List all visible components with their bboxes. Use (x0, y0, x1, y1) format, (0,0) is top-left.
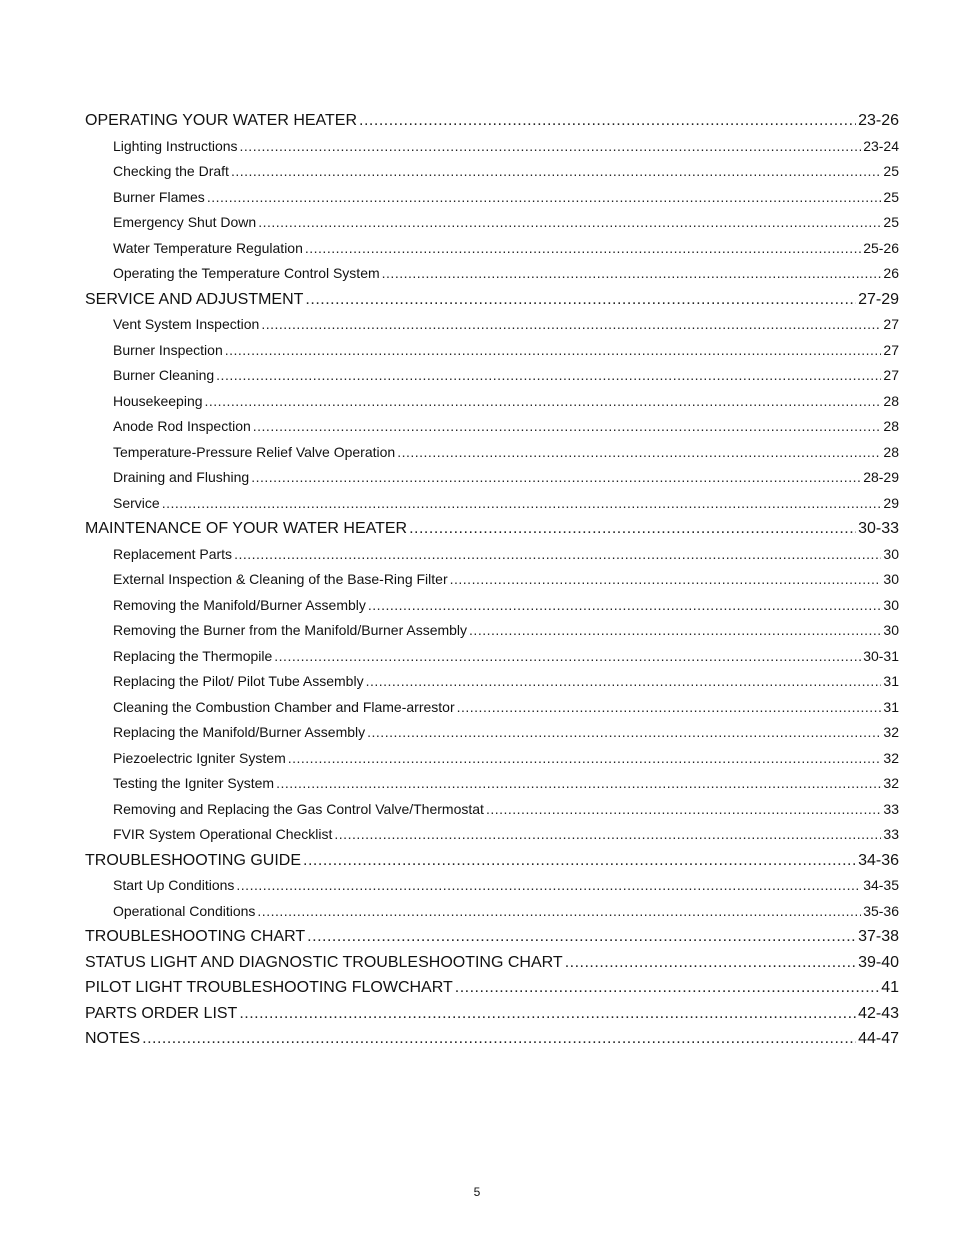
toc-subsection-entry (85, 312, 899, 338)
toc-entry-page: 39-40 (858, 953, 899, 971)
toc-entry-page: 23-24 (863, 137, 899, 154)
toc-entry-title: PARTS ORDER LIST (85, 1004, 238, 1022)
toc-entry-title: Operational Conditions (113, 902, 256, 919)
toc-entry-page: 30 (883, 545, 899, 562)
toc-entry-title: Start Up Conditions (113, 877, 235, 893)
toc-subsection-entry (85, 491, 899, 517)
toc-entry-title: Replacing the Manifold/Burner Assembly (113, 724, 366, 740)
toc-entry-page: 30 (883, 622, 899, 638)
toc-entry-page: 25-26 (863, 239, 899, 256)
toc-entry-title: External Inspection & Cleaning of the Base-Ring Filter (113, 571, 448, 587)
toc-entry-title: MAINTENANCE OF YOUR WATER HEATER (85, 520, 408, 537)
toc-dot-leader (142, 1026, 856, 1052)
toc-subsection-entry (85, 746, 899, 772)
toc-entry-page: 23-26 (858, 112, 899, 129)
toc-section-entry (85, 516, 899, 542)
toc-entry-title: Temperature-Pressure Relief Valve Operation (113, 443, 396, 460)
toc-subsection-entry (85, 338, 899, 364)
toc-entry-page: 30-33 (858, 520, 899, 537)
toc-subsection-entry (85, 210, 899, 236)
toc-entry-page: 29 (883, 494, 899, 511)
toc-entry-title: NOTES (85, 1030, 141, 1047)
toc-subsection-entry (85, 644, 899, 670)
toc-section-entry (85, 108, 899, 134)
toc-dot-leader (207, 185, 882, 211)
toc-entry-title: Housekeeping (113, 392, 203, 409)
toc-entry-page: 28 (883, 443, 899, 460)
toc-subsection-entry (85, 414, 899, 440)
toc-dot-leader (334, 822, 881, 848)
toc-entry-page: 30 (883, 571, 899, 587)
toc-dot-leader (231, 159, 881, 185)
toc-dot-leader (234, 542, 881, 568)
toc-dot-leader (216, 363, 881, 389)
toc-dot-leader (486, 797, 881, 823)
toc-dot-leader (382, 261, 882, 287)
toc-entry-title: STATUS LIGHT AND DIAGNOSTIC TROUBLESHOOTING CHART (85, 953, 563, 971)
toc-subsection-entry (85, 618, 899, 644)
toc-entry-page: 27 (883, 367, 899, 383)
toc-subsection-entry (85, 720, 899, 746)
toc-entry-title: TROUBLESHOOTING CHART (85, 928, 306, 945)
toc-entry-title: Burner Flames (113, 188, 205, 205)
toc-entry-title: SERVICE AND ADJUSTMENT (85, 290, 304, 308)
toc-entry-page: 30-31 (863, 647, 899, 664)
toc-dot-leader (258, 210, 881, 236)
toc-section-entry (85, 287, 899, 313)
toc-dot-leader (397, 440, 881, 466)
toc-dot-leader (205, 389, 882, 415)
toc-section-entry (85, 1001, 899, 1027)
toc-subsection-entry (85, 669, 899, 695)
toc-dot-leader (305, 236, 861, 262)
toc-dot-leader (455, 975, 879, 1001)
toc-entry-title: Burner Inspection (113, 341, 223, 358)
toc-subsection-entry (85, 899, 899, 925)
toc-entry-page: 42-43 (858, 1004, 899, 1022)
toc-subsection-entry (85, 695, 899, 721)
toc-entry-page: 34-35 (863, 877, 899, 893)
toc-subsection-entry (85, 873, 899, 899)
toc-entry-title: Service (113, 494, 160, 511)
toc-dot-leader (368, 593, 882, 619)
toc-entry-page: 25 (883, 163, 899, 179)
page-number: 5 (473, 1185, 481, 1199)
toc-entry-title: Vent System Inspection (113, 316, 260, 332)
toc-section-entry (85, 950, 899, 976)
toc-dot-leader (303, 848, 856, 874)
toc-entry-title: Lighting Instructions (113, 137, 238, 154)
toc-subsection-entry (85, 185, 899, 211)
toc-subsection-entry (85, 542, 899, 568)
toc-dot-leader (236, 873, 861, 899)
toc-section-entry (85, 924, 899, 950)
toc-dot-leader (409, 516, 856, 542)
toc-dot-leader (239, 1001, 856, 1027)
toc-subsection-entry (85, 159, 899, 185)
toc-subsection-entry (85, 822, 899, 848)
toc-entry-title: Emergency Shut Down (113, 214, 257, 230)
toc-entry-page: 25 (883, 214, 899, 230)
toc-entry-page: 27 (883, 316, 899, 332)
toc-dot-leader (457, 695, 882, 721)
toc-entry-title: PILOT LIGHT TROUBLESHOOTING FLOWCHART (85, 979, 453, 996)
toc-subsection-entry (85, 389, 899, 415)
toc-entry-page: 32 (883, 724, 899, 740)
toc-entry-page: 41 (881, 979, 899, 996)
toc-subsection-entry (85, 771, 899, 797)
toc-entry-page: 26 (883, 265, 899, 281)
toc-subsection-entry (85, 261, 899, 287)
toc-entry-page: 25 (883, 188, 899, 205)
toc-entry-title: Water Temperature Regulation (113, 239, 303, 256)
toc-entry-page: 28 (883, 418, 899, 434)
toc-entry-title: Burner Cleaning (113, 367, 215, 383)
toc-section-entry (85, 848, 899, 874)
toc-entry-page: 27-29 (858, 290, 899, 308)
toc-subsection-entry (85, 797, 899, 823)
toc-entry-title: Replacement Parts (113, 545, 233, 562)
toc-section-entry (85, 1026, 899, 1052)
toc-entry-title: Testing the Igniter System (113, 775, 275, 791)
toc-dot-leader (162, 491, 882, 517)
toc-entry-page: 37-38 (858, 928, 899, 945)
toc-entry-page: 34-36 (858, 851, 899, 869)
toc-dot-leader (450, 567, 882, 593)
toc-entry-page: 27 (883, 341, 899, 358)
toc-entry-page: 32 (883, 775, 899, 791)
toc-dot-leader (274, 644, 861, 670)
toc-dot-leader (305, 287, 856, 313)
toc-dot-leader (288, 746, 882, 772)
toc-dot-leader (257, 899, 861, 925)
toc-entry-page: 33 (883, 800, 899, 817)
toc-subsection-entry (85, 593, 899, 619)
toc-dot-leader (307, 924, 856, 950)
toc-entry-title: Draining and Flushing (113, 469, 250, 485)
toc-subsection-entry (85, 363, 899, 389)
toc-entry-title: Operating the Temperature Control System (113, 265, 380, 281)
toc-dot-leader (253, 414, 882, 440)
toc-entry-page: 28 (883, 392, 899, 409)
toc-dot-leader (366, 669, 882, 695)
toc-entry-title: TROUBLESHOOTING GUIDE (85, 851, 302, 869)
toc-entry-page: 28-29 (863, 469, 899, 485)
toc-dot-leader (367, 720, 881, 746)
toc-dot-leader (225, 338, 882, 364)
toc-subsection-entry (85, 567, 899, 593)
toc-subsection-entry (85, 440, 899, 466)
toc-dot-leader (469, 618, 881, 644)
toc-entry-page: 35-36 (863, 902, 899, 919)
toc-entry-title: Removing and Replacing the Gas Control Valve/Thermostat (113, 800, 484, 817)
toc-entry-title: Replacing the Thermopile (113, 647, 273, 664)
toc-entry-title: Replacing the Pilot/ Pilot Tube Assembly (113, 673, 364, 689)
toc-entry-page: 33 (883, 826, 899, 842)
toc-dot-leader (240, 134, 862, 160)
toc-entry-title: OPERATING YOUR WATER HEATER (85, 112, 358, 129)
toc-entry-page: 31 (883, 698, 899, 715)
toc-entry-title: Cleaning the Combustion Chamber and Flame-arrestor (113, 698, 455, 715)
toc-dot-leader (276, 771, 881, 797)
toc-entry-page: 44-47 (858, 1030, 899, 1047)
toc-entry-title: Removing the Burner from the Manifold/Burner Assembly (113, 622, 468, 638)
toc-entry-title: Removing the Manifold/Burner Assembly (113, 596, 366, 613)
toc-subsection-entry (85, 134, 899, 160)
toc-dot-leader (251, 465, 861, 491)
toc-entry-page: 32 (883, 749, 899, 766)
toc-entry-page: 31 (883, 673, 899, 689)
toc-dot-leader (261, 312, 881, 338)
toc-entry-title: Anode Rod Inspection (113, 418, 251, 434)
toc-section-entry (85, 975, 899, 1001)
toc-entry-title: FVIR System Operational Checklist (113, 826, 333, 842)
toc-entry-page: 30 (883, 596, 899, 613)
toc-subsection-entry (85, 236, 899, 262)
toc-subsection-entry (85, 465, 899, 491)
toc-dot-leader (359, 108, 856, 134)
toc-entry-title: Checking the Draft (113, 163, 229, 179)
table-of-contents (85, 108, 899, 1052)
toc-entry-title: Piezoelectric Igniter System (113, 749, 286, 766)
toc-dot-leader (565, 950, 856, 976)
